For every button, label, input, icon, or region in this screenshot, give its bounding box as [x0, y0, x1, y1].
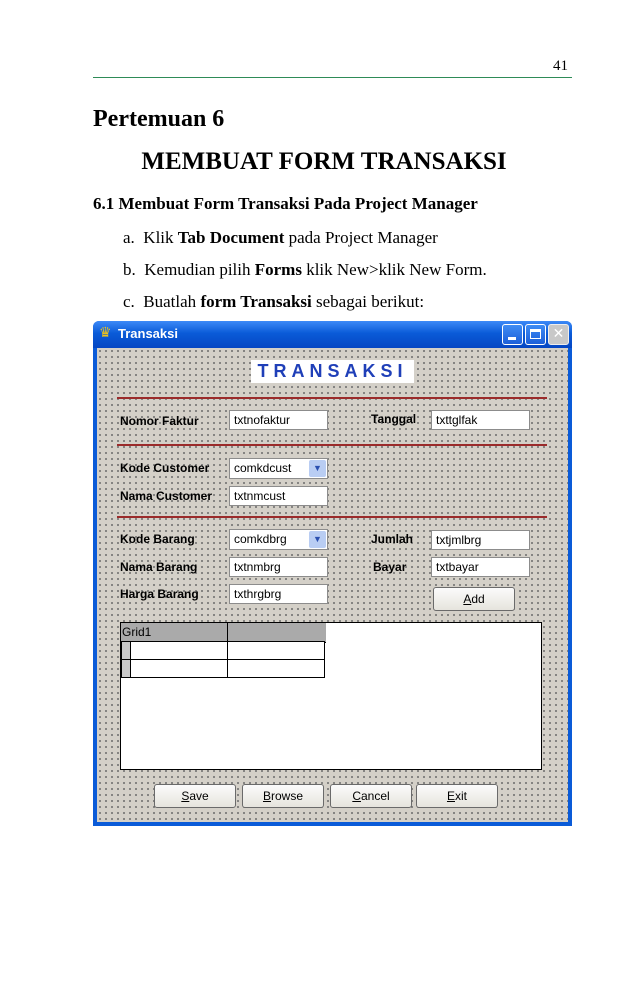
- step-text: Buatlah: [143, 292, 201, 311]
- add-button[interactable]: [433, 587, 515, 611]
- grid-cell[interactable]: [227, 659, 325, 678]
- label-tanggal: Tanggal: [371, 412, 417, 426]
- step-a: [123, 228, 438, 248]
- exit-button[interactable]: [416, 784, 498, 808]
- step-marker: a.: [123, 228, 135, 247]
- form-canvas: [97, 348, 568, 822]
- step-marker: b.: [123, 260, 136, 279]
- chapter-heading: Pertemuan 6: [93, 106, 225, 132]
- chevron-down-icon[interactable]: ▼: [309, 531, 326, 548]
- form-title-label: [97, 360, 568, 383]
- grid-header-column: [227, 623, 326, 643]
- transaksi-window: [93, 321, 572, 826]
- label-nama-barang: Nama Barang: [120, 560, 198, 574]
- hotkey-letter: E: [446, 789, 455, 803]
- combo-value: comkdcust: [234, 461, 292, 475]
- bayar-field[interactable]: txtbayar: [431, 557, 530, 577]
- label-harga-barang: Harga Barang: [120, 587, 199, 601]
- step-marker: c.: [123, 292, 135, 311]
- header-rule: [93, 77, 572, 78]
- kode-barang-combo[interactable]: [229, 529, 328, 550]
- form-title-text: TRANSAKSI: [251, 360, 413, 383]
- label-nama-customer: Nama Customer: [120, 489, 213, 503]
- label-kode-customer: Kode Customer: [120, 461, 210, 475]
- nama-barang-field[interactable]: txtnmbrg: [229, 557, 328, 577]
- save-button[interactable]: [154, 784, 236, 808]
- maximize-button[interactable]: [525, 324, 546, 345]
- nomor-faktur-field[interactable]: txtnofaktur: [229, 410, 328, 430]
- grid-header-label: Grid1: [122, 625, 152, 639]
- browse-button[interactable]: [242, 784, 324, 808]
- button-label: rowse: [271, 789, 304, 803]
- button-label: ave: [189, 789, 209, 803]
- grid1[interactable]: [120, 622, 542, 770]
- step-text: klik New>klik New Form.: [301, 260, 487, 279]
- button-label: xit: [455, 789, 467, 803]
- grid-cell[interactable]: [130, 641, 228, 660]
- hotkey-letter: C: [352, 789, 361, 803]
- step-bold: form Transaksi: [200, 292, 312, 311]
- window-caption: Transaksi: [118, 326, 178, 341]
- page-number: 41: [553, 58, 568, 74]
- jumlah-field[interactable]: txtjmlbrg: [431, 530, 530, 550]
- grid-cell[interactable]: [130, 659, 228, 678]
- button-label: ancel: [360, 789, 390, 803]
- close-icon: ✕: [552, 326, 565, 342]
- section-heading: 6.1 Membuat Form Transaksi Pada Project Manager: [93, 194, 478, 213]
- separator-line: [117, 444, 547, 446]
- grid-header: [121, 623, 229, 643]
- close-button[interactable]: [548, 324, 569, 345]
- label-jumlah: Jumlah: [371, 532, 414, 546]
- tanggal-field[interactable]: txttglfak: [431, 410, 530, 430]
- step-bold: Tab Document: [177, 228, 285, 247]
- cancel-button[interactable]: [330, 784, 412, 808]
- hotkey-letter: B: [262, 789, 271, 803]
- step-text: sebagai berikut:: [311, 292, 425, 311]
- button-label: dd: [471, 592, 485, 606]
- minimize-icon: [508, 337, 516, 340]
- label-bayar: Bayar: [373, 560, 407, 574]
- maximize-icon: [530, 329, 541, 339]
- chevron-down-icon[interactable]: ▼: [309, 460, 326, 477]
- kode-customer-combo[interactable]: [229, 458, 328, 479]
- page-title: MEMBUAT FORM TRANSAKSI: [141, 148, 507, 175]
- minimize-button[interactable]: [502, 324, 523, 345]
- harga-barang-field[interactable]: txthrgbrg: [229, 584, 328, 604]
- separator-line: [117, 516, 547, 518]
- step-bold: Forms: [254, 260, 302, 279]
- separator-line: [117, 397, 547, 399]
- window-titlebar[interactable]: [93, 321, 572, 348]
- grid-cell[interactable]: [227, 641, 325, 660]
- nama-customer-field[interactable]: txtnmcust: [229, 486, 328, 506]
- fox-icon: ♛: [99, 326, 112, 341]
- label-kode-barang: Kode Barang: [120, 532, 195, 546]
- step-text: Kemudian pilih: [144, 260, 255, 279]
- step-text: pada Project Manager: [284, 228, 438, 247]
- step-b: [123, 260, 487, 280]
- hotkey-letter: S: [181, 789, 190, 803]
- hotkey-letter: A: [463, 592, 472, 606]
- label-nomor-faktur: Nomor Faktur: [120, 414, 199, 428]
- step-c: [123, 292, 424, 312]
- combo-value: comkdbrg: [234, 532, 287, 546]
- step-text: Klik: [143, 228, 178, 247]
